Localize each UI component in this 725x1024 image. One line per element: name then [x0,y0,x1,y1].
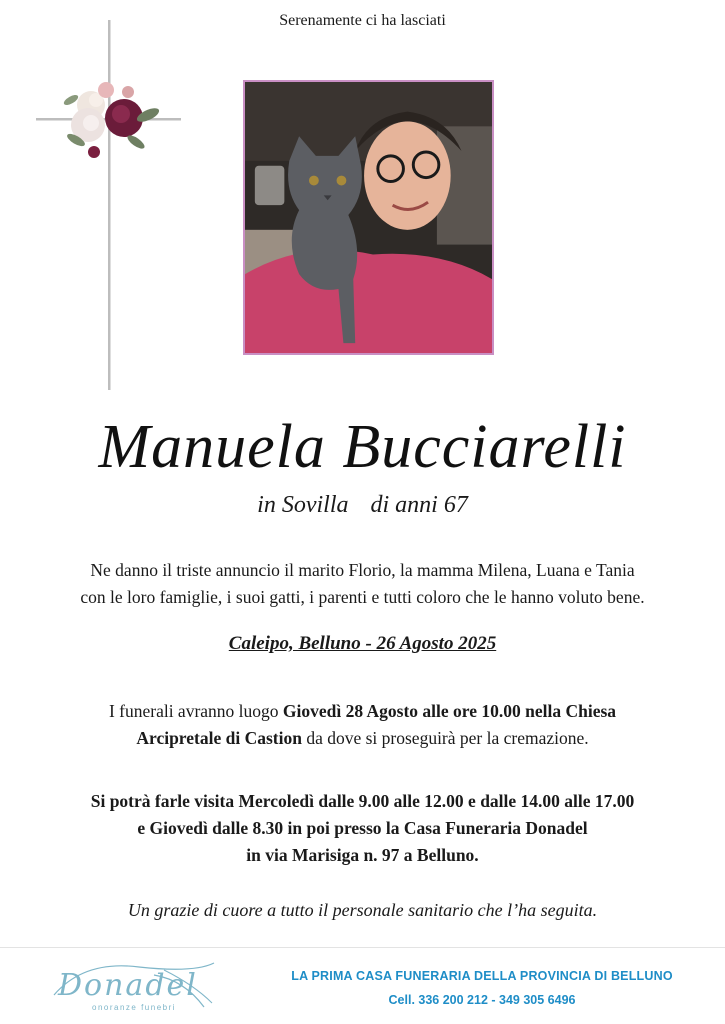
intro-text: Serenamente ci ha lasciati [279,12,446,29]
visit-line: in via Marisiga n. 97 a Belluno. [246,845,479,865]
place-date: Caleipo, Belluno - 26 Agosto 2025 [228,633,497,654]
thanks-note: Un grazie di cuore a tutto il personale sanitario che l’ha seguita. [127,900,598,920]
announcement-line: Ne danno il triste annuncio il marito Florio, la mamma Milena, Luana e Tania [90,560,635,580]
visit-line: Si potrà farle visita Mercoledì dalle 9.00 alle 12.00 e dalle 14.00 alle 17.00 [90,791,635,811]
married-name: in Sovilla [257,492,349,518]
age-text: di anni 67 [370,492,468,518]
visit-info [0,788,725,869]
deceased-name: Manuela Bucciarelli [98,413,627,481]
footer-divider [0,947,725,948]
funeral-info [0,698,725,752]
funeral-datetime: Giovedì 28 Agosto alle ore 10.00 nella Chiesa [282,701,617,721]
logo-wordmark: Donadel [58,968,198,1003]
cross-flowers-icon [36,20,186,390]
logo-subtitle: onoranze funebri [92,1003,177,1012]
funeral-text: I funerali avranno luogo [108,701,283,721]
footer-slogan: LA PRIMA CASA FUNERARIA DELLA PROVINCIA DI BELLUNO [291,969,673,983]
name-subline [0,492,725,519]
announcement [0,557,725,611]
announcement-line: con le loro famiglie, i suoi gatti, i parenti e tutti coloro che le hanno voluto bene. [80,587,645,607]
footer-phones: Cell. 336 200 212 - 349 305 6496 [388,993,576,1007]
portrait-photo [243,80,494,355]
funeral-text: da dove si proseguirà per la cremazione. [301,728,589,748]
visit-line: e Giovedì dalle 8.30 in poi presso la Casa Funeraria Donadel [137,818,588,838]
funeral-church: Arcipretale di Castion [136,728,302,748]
